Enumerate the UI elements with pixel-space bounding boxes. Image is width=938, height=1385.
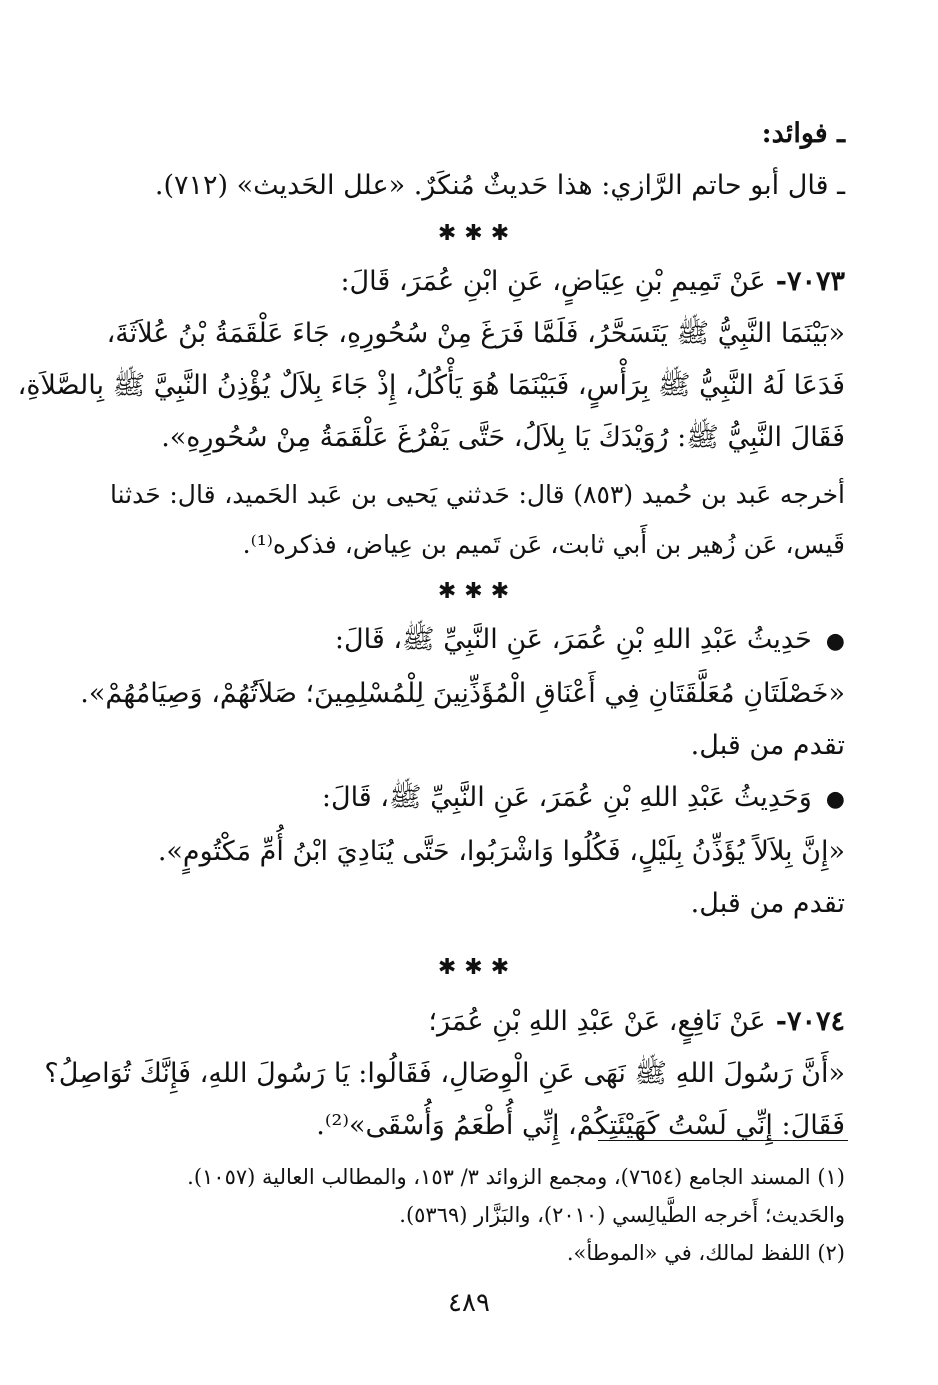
isnad-text: حَدِيثُ عَبْدِ اللهِ بْنِ عُمَرَ، عَنِ النَّبِيِّ ﷺ، قَالَ: [334,624,812,655]
hadith-text-line: «خَصْلَتَانِ مُعَلَّقَتَانِ فِي أَعْنَاقِ الْمُؤَذِّنِينَ لِلْمُسْلِمِينَ؛ صَلاَتُهُمْ، وَصِيَامُهُمْ». [80,678,845,709]
benefits-heading: ـ فوائد: [761,118,845,149]
hadith-text-line: «إِنَّ بِلاَلاً يُؤَذِّنُ بِلَيْلٍ، فَكُلُوا وَاشْرَبُوا، حَتَّى يُنَادِيَ ابْنُ أُمِّ مَكْتُومٍ». [157,836,845,867]
isnad-text: وَحَدِيثُ عَبْدِ اللهِ بْنِ عُمَرَ، عَنِ النَّبِيِّ ﷺ، قَالَ: [321,782,812,813]
takhrij-line: أخرجه عَبد بن حُميد (٨٥٣) قال: حَدثني يَحيى بن عَبد الحَميد، قال: حَدثنا [110,480,845,509]
isnad-text: عَنْ نَافِعٍ، عَنْ عَبْدِ اللهِ بْنِ عُمَرَ؛ [428,1006,766,1037]
bullet-icon: ● [825,629,845,654]
cross-reference-note: تقدم من قبل. [690,888,845,919]
hadith-number: ٧٠٧٤- [775,1006,845,1037]
footnote: والحَديث؛ أَخرجه الطَّيالِسي (٢٠١٠)، والبَزَّار (٥٣٦٩). [399,1203,845,1227]
hadith-text-line: «بَيْنَمَا النَّبِيُّ ﷺ يَتَسَحَّرُ، فَلَمَّا فَرَغَ مِنْ سُحُورِهِ، جَاءَ عَلْقَمَةُ بْنُ عُلاَثَةَ، [106,318,845,349]
hadith-text-line: فَقَالَ النَّبِيُّ ﷺ: رُوَيْدَكَ يَا بِلاَلُ، حَتَّى يَفْرُغَ عَلْقَمَةُ مِنْ سُحُورِهِ». [161,422,845,453]
hadith-text-line: فَقَالَ: إِنِّي لَسْتُ كَهَيْئَتِكُمْ، إِنِّي أُطْعَمُ وَأُسْقَى»⁽²⁾. [316,1110,845,1141]
page-number: ٤٨٩ [448,1288,490,1318]
footnotes [110,1158,845,1272]
isnad-text: عَنْ تَمِيمِ بْنِ عِيَاضٍ، عَنِ ابْنِ عُمَرَ، قَالَ: [340,266,766,297]
bullet-item [110,772,845,826]
bullet-icon: ● [825,787,845,812]
section-separator: ✱✱✱ [437,579,518,604]
hadith-text-line: فَدَعَا لَهُ النَّبِيُّ ﷺ بِرَأْسٍ، فَبَيْنَمَا هُوَ يَأْكُلُ، إِذْ جَاءَ بِلاَلٌ يُؤْذِنُ النَّبِيَّ ﷺ بِالصَّلاَةِ، [17,370,845,401]
hadith-number: ٧٠٧٣- [775,266,845,297]
takhrij-line: قَيس، عَن زُهير بن أَبي ثابت، عَن تَميم بن عِياض، فذكره⁽¹⁾. [242,530,845,559]
section-separator: ✱✱✱ [437,221,518,246]
footnote-divider [598,1140,848,1141]
benefit-line: ـ قال أبو حاتم الرَّازي: هذا حَديثٌ مُنكَرٌ. «علل الحَديث» (٧١٢). [154,170,845,201]
footnote: (١) المسند الجامع (٧٦٥٤)، ومجمع الزوائد ٣/ ١٥٣، والمطالب العالية (١٠٥٧). [187,1165,845,1189]
hadith-text-line: «أَنَّ رَسُولَ اللهِ ﷺ نَهَى عَنِ الْوِصَالِ، فَقَالُوا: يَا رَسُولَ اللهِ، فَإِنَّكَ تُوَاصِلُ؟ [44,1058,845,1089]
page-body [17,108,845,1152]
hadith-7073-isnad [110,256,845,308]
cross-reference-note: تقدم من قبل. [690,730,845,761]
bullet-item [110,614,845,668]
hadith-7074-isnad [110,996,845,1048]
section-separator: ✱✱✱ [437,955,518,980]
footnote: (٢) اللفظ لمالك، في «الموطأ». [566,1241,845,1265]
